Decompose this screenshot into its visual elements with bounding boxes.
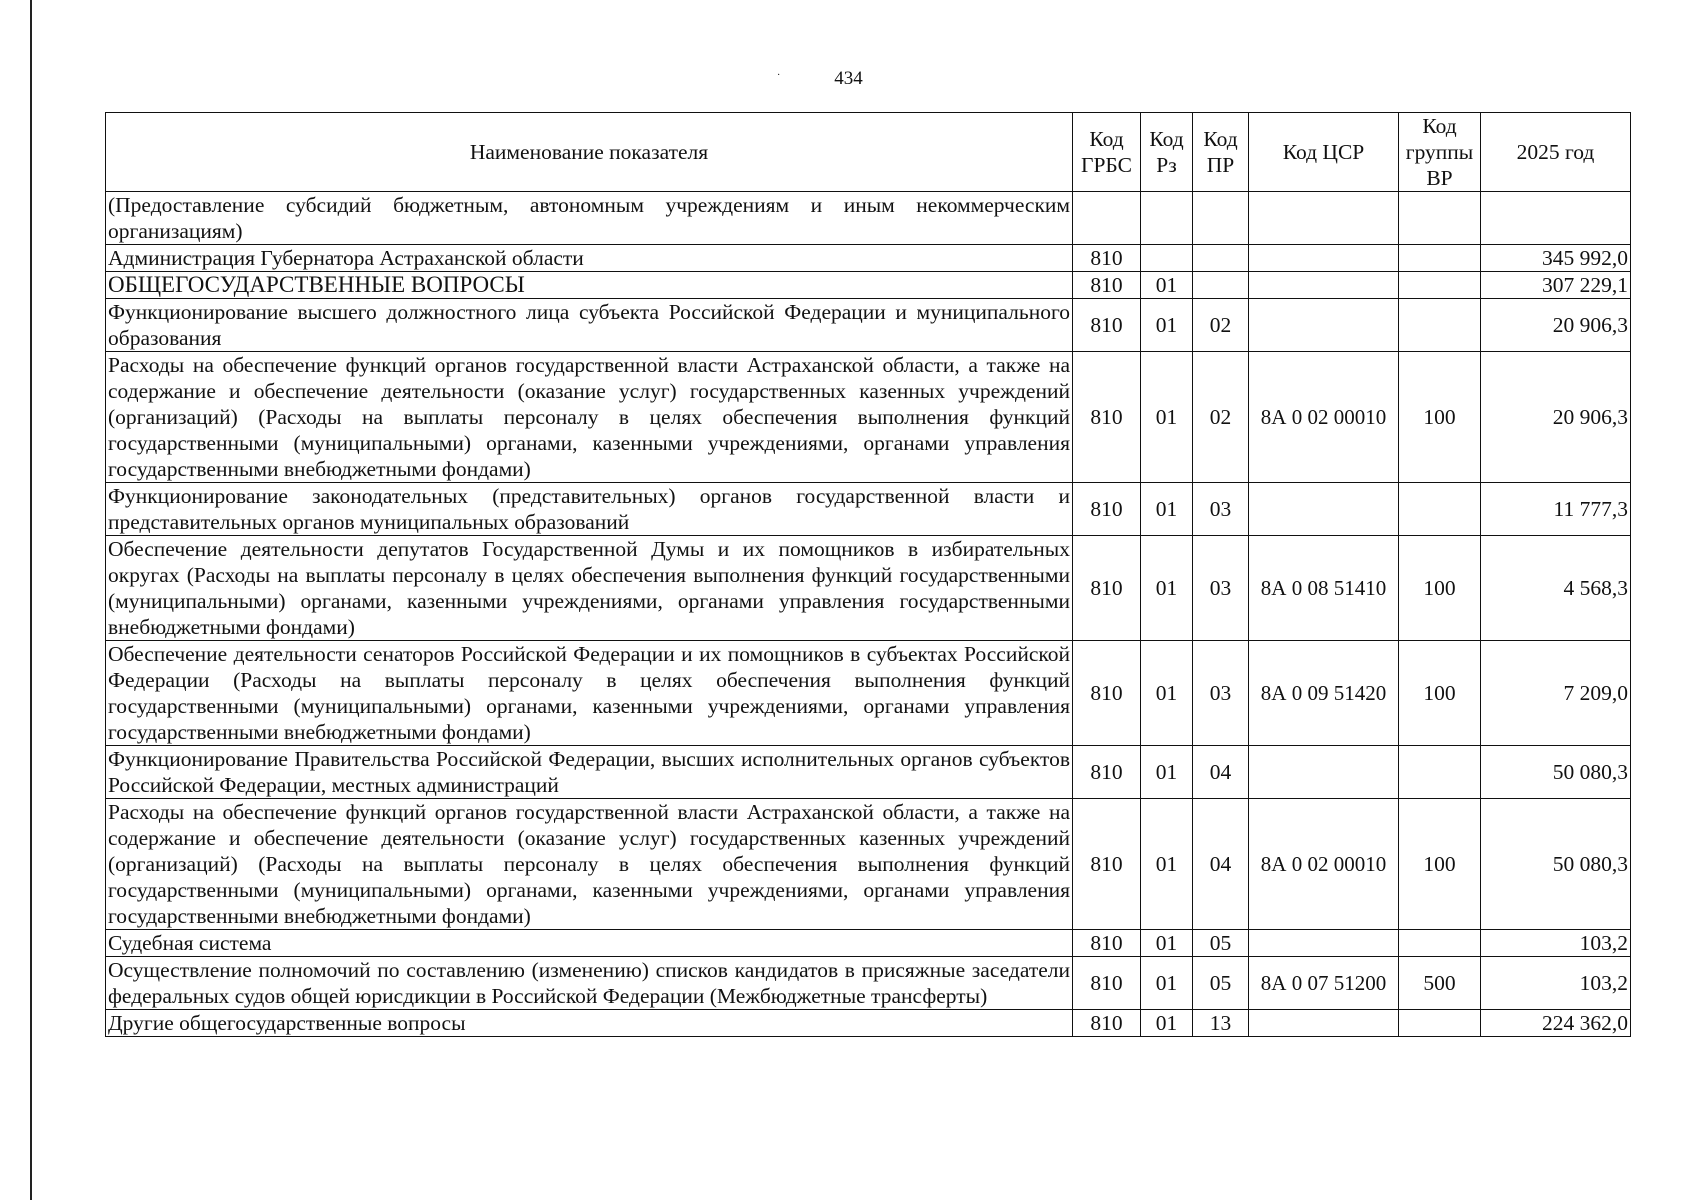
table-row xyxy=(106,299,1631,352)
row-rz: 01 xyxy=(1141,930,1193,957)
row-amount: 7 209,0 xyxy=(1481,641,1631,746)
row-rz: 01 xyxy=(1141,957,1193,1010)
table-row xyxy=(106,957,1631,1010)
header-vr: Код группы ВР xyxy=(1399,113,1481,192)
row-vr xyxy=(1399,930,1481,957)
row-amount: 50 080,3 xyxy=(1481,746,1631,799)
row-pr: 04 xyxy=(1193,799,1249,930)
row-grbs: 810 xyxy=(1073,483,1141,536)
table-row xyxy=(106,192,1631,245)
row-vr xyxy=(1399,272,1481,299)
table-row xyxy=(106,352,1631,483)
row-rz: 01 xyxy=(1141,272,1193,299)
row-name: Расходы на обеспечение функций органов государственной власти Астраханской области, а также на содержание и обеспечение деятельности (оказание услуг) государственных казенных учреждений (организаций) (Расходы на выплаты персоналу в целях обеспечения выполнения функций государственными (муниципальными) органами, казенными учреждениями, органами управления государственными внебюджетными фондами) xyxy=(106,799,1073,930)
row-csr xyxy=(1249,746,1399,799)
row-rz xyxy=(1141,192,1193,245)
row-pr: 04 xyxy=(1193,746,1249,799)
row-name: Обеспечение деятельности сенаторов Российской Федерации и их помощников в субъектах Российской Федерации (Расходы на выплаты персоналу в целях обеспечения выполнения функций государственными (муниципальными) органами, казенными учреждениями, органами управления государственными внебюджетными фондами) xyxy=(106,641,1073,746)
row-csr xyxy=(1249,192,1399,245)
row-amount: 11 777,3 xyxy=(1481,483,1631,536)
row-vr xyxy=(1399,245,1481,272)
row-amount: 345 992,0 xyxy=(1481,245,1631,272)
row-grbs xyxy=(1073,192,1141,245)
row-rz: 01 xyxy=(1141,536,1193,641)
row-grbs: 810 xyxy=(1073,272,1141,299)
table-row xyxy=(106,930,1631,957)
header-name: Наименование показателя xyxy=(106,113,1073,192)
row-pr: 03 xyxy=(1193,641,1249,746)
row-csr: 8А 0 02 00010 xyxy=(1249,352,1399,483)
row-pr: 03 xyxy=(1193,483,1249,536)
budget-table xyxy=(105,112,1631,1037)
table-row xyxy=(106,536,1631,641)
row-pr xyxy=(1193,272,1249,299)
row-pr xyxy=(1193,192,1249,245)
row-pr: 05 xyxy=(1193,930,1249,957)
row-csr xyxy=(1249,245,1399,272)
row-vr xyxy=(1399,1010,1481,1037)
row-name: Администрация Губернатора Астраханской области xyxy=(106,245,1073,272)
row-amount: 307 229,1 xyxy=(1481,272,1631,299)
row-name: Обеспечение деятельности депутатов Государственной Думы и их помощников в избирательных округах (Расходы на выплаты персоналу в целях обеспечения выполнения функций государственными (муниципальными) органами, казенными учреждениями, органами управления государственными внебюджетными фондами) xyxy=(106,536,1073,641)
table-row xyxy=(106,1010,1631,1037)
row-pr: 13 xyxy=(1193,1010,1249,1037)
row-grbs: 810 xyxy=(1073,930,1141,957)
row-pr: 02 xyxy=(1193,299,1249,352)
row-csr: 8А 0 08 51410 xyxy=(1249,536,1399,641)
row-grbs: 810 xyxy=(1073,799,1141,930)
row-pr: 05 xyxy=(1193,957,1249,1010)
table-row xyxy=(106,483,1631,536)
row-amount: 103,2 xyxy=(1481,957,1631,1010)
scan-dot: · xyxy=(777,70,781,81)
row-name: Судебная система xyxy=(106,930,1073,957)
row-grbs: 810 xyxy=(1073,957,1141,1010)
row-rz: 01 xyxy=(1141,483,1193,536)
header-year: 2025 год xyxy=(1481,113,1631,192)
row-amount: 50 080,3 xyxy=(1481,799,1631,930)
header-pr: Код ПР xyxy=(1193,113,1249,192)
row-csr: 8А 0 02 00010 xyxy=(1249,799,1399,930)
header-rz: Код Рз xyxy=(1141,113,1193,192)
row-rz: 01 xyxy=(1141,746,1193,799)
row-vr xyxy=(1399,299,1481,352)
header-grbs: Код ГРБС xyxy=(1073,113,1141,192)
row-amount: 4 568,3 xyxy=(1481,536,1631,641)
row-grbs: 810 xyxy=(1073,299,1141,352)
binding-line xyxy=(30,0,32,1200)
row-vr xyxy=(1399,746,1481,799)
row-csr xyxy=(1249,483,1399,536)
row-csr: 8А 0 07 51200 xyxy=(1249,957,1399,1010)
row-vr xyxy=(1399,483,1481,536)
header-csr: Код ЦСР xyxy=(1249,113,1399,192)
table-row xyxy=(106,746,1631,799)
table-row xyxy=(106,245,1631,272)
row-name: Функционирование высшего должностного лица субъекта Российской Федерации и муниципального образования xyxy=(106,299,1073,352)
row-name: ОБЩЕГОСУДАРСТВЕННЫЕ ВОПРОСЫ xyxy=(106,272,1073,299)
row-grbs: 810 xyxy=(1073,1010,1141,1037)
row-rz: 01 xyxy=(1141,1010,1193,1037)
row-csr: 8А 0 09 51420 xyxy=(1249,641,1399,746)
row-name: Функционирование законодательных (представительных) органов государственной власти и представительных органов муниципальных образований xyxy=(106,483,1073,536)
row-name: Другие общегосударственные вопросы xyxy=(106,1010,1073,1037)
row-amount: 20 906,3 xyxy=(1481,299,1631,352)
row-grbs: 810 xyxy=(1073,641,1141,746)
row-csr xyxy=(1249,299,1399,352)
row-vr: 100 xyxy=(1399,536,1481,641)
row-rz xyxy=(1141,245,1193,272)
table-row xyxy=(106,272,1631,299)
row-vr: 500 xyxy=(1399,957,1481,1010)
row-rz: 01 xyxy=(1141,352,1193,483)
row-csr xyxy=(1249,1010,1399,1037)
page-number: 434 xyxy=(834,68,863,89)
row-grbs: 810 xyxy=(1073,746,1141,799)
row-amount: 20 906,3 xyxy=(1481,352,1631,483)
row-grbs: 810 xyxy=(1073,245,1141,272)
row-grbs: 810 xyxy=(1073,352,1141,483)
row-pr: 03 xyxy=(1193,536,1249,641)
row-pr xyxy=(1193,245,1249,272)
row-name: Функционирование Правительства Российской Федерации, высших исполнительных органов субъектов Российской Федерации, местных администраций xyxy=(106,746,1073,799)
table-row xyxy=(106,641,1631,746)
row-pr: 02 xyxy=(1193,352,1249,483)
row-vr: 100 xyxy=(1399,352,1481,483)
row-vr xyxy=(1399,192,1481,245)
row-amount: 224 362,0 xyxy=(1481,1010,1631,1037)
row-amount: 103,2 xyxy=(1481,930,1631,957)
row-rz: 01 xyxy=(1141,799,1193,930)
table-row xyxy=(106,799,1631,930)
row-vr: 100 xyxy=(1399,799,1481,930)
row-amount xyxy=(1481,192,1631,245)
row-name: Расходы на обеспечение функций органов государственной власти Астраханской области, а также на содержание и обеспечение деятельности (оказание услуг) государственных казенных учреждений (организаций) (Расходы на выплаты персоналу в целях обеспечения выполнения функций государственными (муниципальными) органами, казенными учреждениями, органами управления государственными внебюджетными фондами) xyxy=(106,352,1073,483)
row-name: (Предоставление субсидий бюджетным, автономным учреждениям и иным некоммерческим организациям) xyxy=(106,192,1073,245)
row-grbs: 810 xyxy=(1073,536,1141,641)
row-name: Осуществление полномочий по составлению (изменению) списков кандидатов в присяжные заседатели федеральных судов общей юрисдикции в Российской Федерации (Межбюджетные трансферты) xyxy=(106,957,1073,1010)
row-rz: 01 xyxy=(1141,641,1193,746)
row-vr: 100 xyxy=(1399,641,1481,746)
row-csr xyxy=(1249,930,1399,957)
row-csr xyxy=(1249,272,1399,299)
row-rz: 01 xyxy=(1141,299,1193,352)
table-header-row xyxy=(106,113,1631,192)
